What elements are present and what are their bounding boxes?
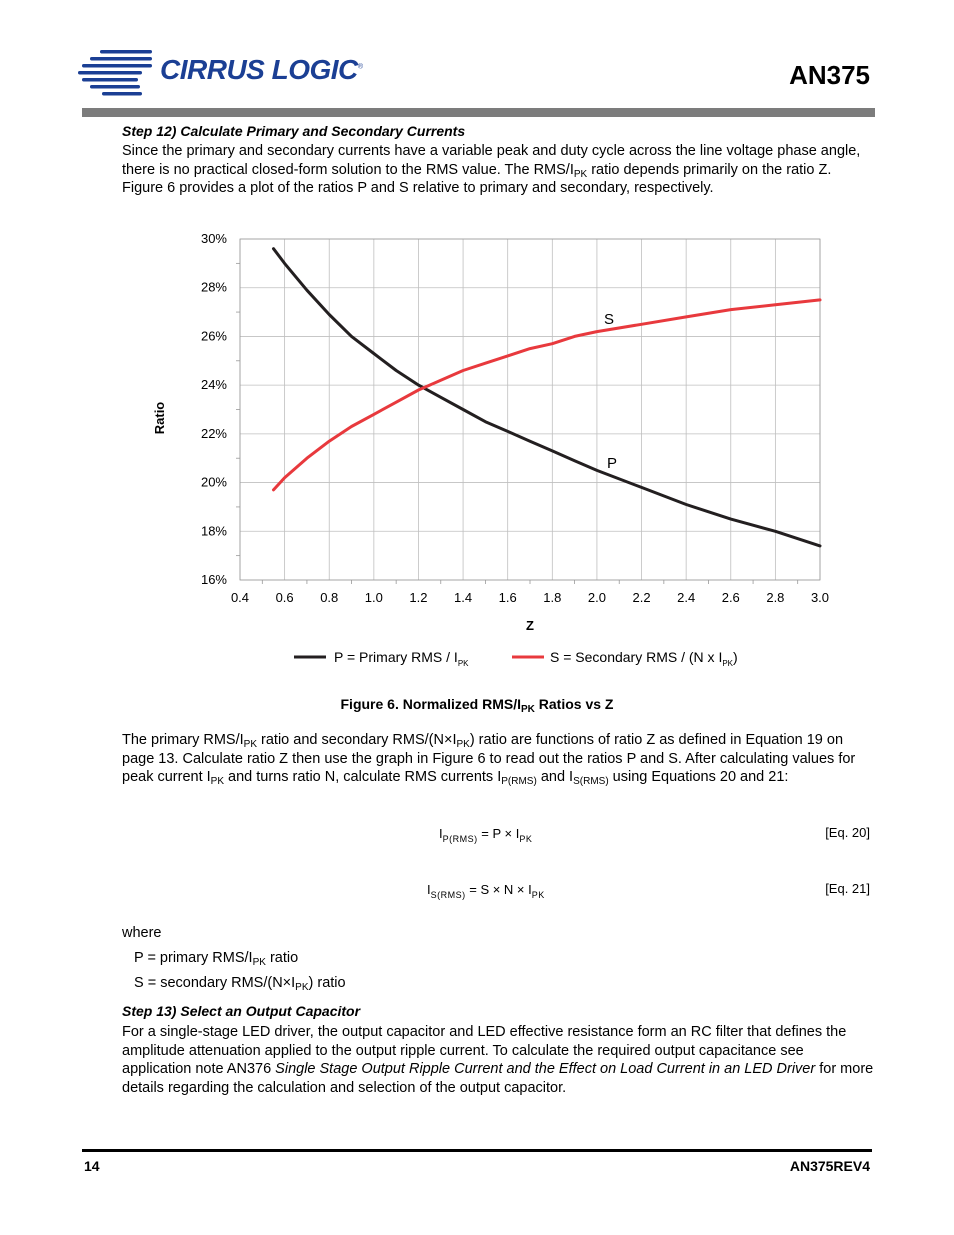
- where-p-definition: P = primary RMS/$I_{PK}$ ratio: [134, 950, 299, 968]
- series-p-annotation: P: [607, 455, 618, 472]
- y-axis-label: Ratio: [152, 401, 167, 435]
- x-tick-label: 0.8: [320, 590, 339, 605]
- page-number: 14: [84, 1158, 100, 1174]
- step12-paragraph: Since the primary and secondary currents have a variable peak and duty cycle across the line voltage phase angle, there is no practical closed-form solution to the RMS value. The RMS/$I_{PK}$ ratio depends primarily on the ratio Z. Figure 6 provides a plot of the ratios P and S relative to primary and secondary, respectively.: [122, 143, 861, 196]
- document-id: AN375: [789, 60, 870, 90]
- header-rule: [82, 108, 875, 117]
- document-revision: AN375REV4: [789, 1158, 870, 1174]
- y-tick-label: 20%: [200, 474, 227, 490]
- x-tick-label: 2.2: [632, 590, 651, 605]
- ratio-vs-z-chart: [150, 228, 840, 678]
- where-label: where: [122, 925, 162, 941]
- x-tick-label: 1.8: [543, 590, 562, 605]
- x-tick-label: 0.6: [275, 590, 294, 605]
- y-tick-label: 22%: [200, 425, 227, 441]
- where-s-definition: S = secondary RMS/$(N\times I_{PK})$ ratio: [134, 975, 346, 993]
- y-tick-label: 28%: [200, 279, 227, 295]
- x-tick-label: 2.0: [587, 590, 606, 605]
- x-tick-label: 1.0: [364, 590, 383, 605]
- x-tick-label: 2.4: [677, 590, 696, 605]
- chart-legend: [294, 649, 738, 668]
- step12-heading: Step 12) Calculate Primary and Secondary Currents: [122, 123, 466, 139]
- x-tick-label: 1.2: [409, 590, 428, 605]
- series-s-annotation: S: [604, 311, 615, 328]
- x-tick-label: 1.4: [454, 590, 473, 605]
- x-tick-label: 0.4: [230, 590, 250, 605]
- series-line-p: [274, 249, 821, 546]
- plot-frame: [240, 239, 820, 580]
- series-line-s: [274, 300, 821, 490]
- y-tick-label: 16%: [200, 572, 227, 587]
- x-tick-label: 2.8: [766, 590, 785, 605]
- step13-heading: Step 13) Select an Output Capacitor: [122, 1003, 361, 1019]
- x-tick-label: 1.6: [498, 590, 517, 605]
- equation-21: $I_{S(RMS)} = S \times N \times I_{PK}$: [427, 882, 545, 900]
- y-tick-label: 24%: [200, 377, 227, 393]
- y-tick-label: 30%: [200, 231, 227, 246]
- legend-label-s: S = Secondary RMS / (N x $I_{PK}$): [550, 649, 738, 668]
- x-tick-label: 3.0: [810, 590, 830, 605]
- x-axis-label: Z: [526, 618, 534, 633]
- footer-rule: [82, 1149, 872, 1152]
- equation-20: $I_{P(RMS)} = P \times I_{PK}$: [439, 826, 533, 844]
- x-tick-label: 2.6: [721, 590, 740, 605]
- company-logo: [78, 40, 368, 106]
- equation-21-label: [Eq. 21]: [825, 881, 870, 896]
- figure-caption: Figure 6. Normalized RMS/$I_{PK}$ Ratios vs Z: [340, 696, 614, 715]
- equation-20-label: [Eq. 20]: [825, 825, 870, 840]
- y-tick-label: 26%: [200, 328, 227, 344]
- body-paragraph-ratios: The primary RMS/$I_{PK}$ ratio and secondary RMS/$(N\times I_{PK})$ ratio are functions of ratio Z as defined in Equation 19 on page 13. Calculate ratio Z then use the graph in Figure 6 to read out the ratios P and S. After calculating values for peak current $I_{PK}$ and turns ratio N, calculate RMS currents $I_{P(RMS)}$ and $I_{S(RMS)}$ using Equations 20 and 21:: [122, 732, 856, 787]
- legend-label-p: P = Primary RMS / $I_{PK}$: [334, 649, 469, 668]
- cirrus-swoosh-icon: [78, 46, 168, 102]
- y-tick-label: 18%: [200, 523, 227, 539]
- step13-paragraph: For a single-stage LED driver, the output capacitor and LED effective resistance form an RC filter that defines the amplitude attenuation applied to the output ripple current. To calculate the required output capacitance see application note AN376 Single Stage Output Ripple Current and the Effect on Load Current in an LED Driver for more details regarding the calculation and selection of the output capacitor.: [122, 1024, 874, 1096]
- logo-wordmark: CIRRUS LOGIC®: [160, 54, 363, 85]
